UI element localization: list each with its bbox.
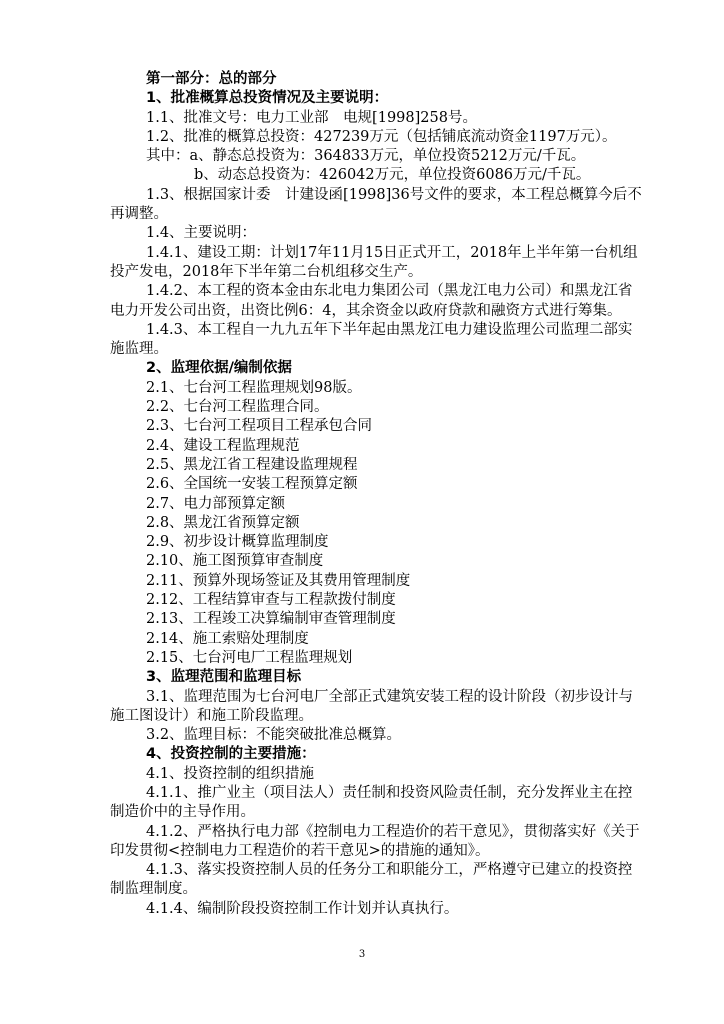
list-item: 2.11、预算外现场签证及其费用管理制度	[146, 572, 411, 589]
document-body	[110, 70, 645, 919]
list-item: 2.2、七台河工程监理合同。	[146, 399, 329, 416]
list-item: 2.4、建设工程监理规范	[146, 437, 300, 454]
paragraph-4-1-4: 4.1.4、编制阶段投资控制工作计划并认真执行。	[146, 900, 459, 917]
section-1-heading: 1、批准概算总投资情况及主要说明：	[146, 90, 389, 107]
paragraph-4-1-3: 4.1.3、落实投资控制人员的任务分工和职能分工，严格遵守已建立的投资控制监理制度。	[110, 862, 633, 898]
paragraph-1-3: 1.3、根据国家计委 计建设函[1998]36号文件的要求，本工程总概算今后不再调整。	[110, 186, 642, 223]
list-item: 2.15、七台河电厂工程监理规划	[146, 649, 353, 666]
page-number: 3	[358, 949, 366, 960]
paragraph-4-1: 4.1、投资控制的组织措施	[146, 765, 315, 782]
list-item: 2.8、黑龙江省预算定额	[146, 514, 300, 531]
list-item: 2.3、七台河工程项目工程承包合同	[146, 418, 373, 435]
paragraph-4-1-2: 4.1.2、严格执行电力部《控制电力工程造价的若干意见》，贯彻落实好《关于印发贯彻<控制电力工程造价的若干意见>的措施的通知》。	[110, 823, 640, 859]
paragraph-1-1: 1.1、批准文号：电力工业部 电规[1998]258号。	[146, 109, 477, 126]
section-3-heading: 3、监理范围和监理目标	[146, 669, 302, 686]
list-item: 2.7、电力部预算定额	[146, 495, 286, 512]
paragraph-4-1-1: 4.1.1、推广业主（项目法人）责任制和投资风险责任制，充分发挥业主在控制造价中的主导作用。	[110, 784, 633, 821]
list-item: 2.1、七台河工程监理规划98版。	[146, 379, 362, 396]
paragraph-3-1: 3.1、监理范围为七台河电厂全部正式建筑安装工程的设计阶段（初步设计与施工图设计）和施工阶段监理。	[110, 688, 634, 724]
paragraph-1-4-2: 1.4.2、本工程的资本金由东北电力集团公司（黑龙江电力公司）和黑龙江省电力开发公司出资，出资比例6：4，其余资金以政府贷款和融资方式进行筹集。	[110, 283, 633, 319]
section-2-heading: 2、监理依据/编制依据	[146, 360, 292, 377]
list-item: 2.13、工程竣工决算编制审查管理制度	[146, 611, 396, 628]
paragraph-1-2-b: b、动态总投资为：426042万元，单位投资6086万元/千瓦。	[194, 167, 591, 184]
list-item: 2.6、全国统一安装工程预算定额	[146, 476, 358, 493]
paragraph-3-2: 3.2、监理目标：不能突破批准总概算。	[146, 727, 402, 744]
paragraph-1-4-3: 1.4.3、本工程自一九九五年下半年起由黑龙江电力建设监理公司监理二部实施监理。	[110, 321, 633, 358]
section-4-heading: 4、投资控制的主要措施：	[146, 746, 316, 763]
paragraph-1-4-1: 1.4.1、建设工期：计划17年11月15日正式开工，2018年上半年第一台机组投产发电，2018年下半年第二台机组移交生产。	[110, 244, 638, 280]
paragraph-1-2: 1.2、批准的概算总投资：427239万元（包括铺底流动资金1197万元）。	[146, 128, 617, 145]
paragraph-1-4: 1.4、主要说明：	[146, 225, 257, 242]
list-item: 2.14、施工索赔处理制度	[146, 630, 309, 647]
paragraph-1-2-a: 其中：a、静态总投资为：364833万元，单位投资5212万元/千瓦。	[146, 148, 586, 165]
list-item: 2.12、工程结算审查与工程款拨付制度	[146, 592, 396, 609]
list-item: 2.10、施工图预算审查制度	[146, 553, 324, 570]
list-item: 2.9、初步设计概算监理制度	[146, 534, 329, 551]
part-title: 第一部分：总的部分	[146, 71, 277, 87]
list-item: 2.5、黑龙江省工程建设监理规程	[146, 456, 358, 473]
